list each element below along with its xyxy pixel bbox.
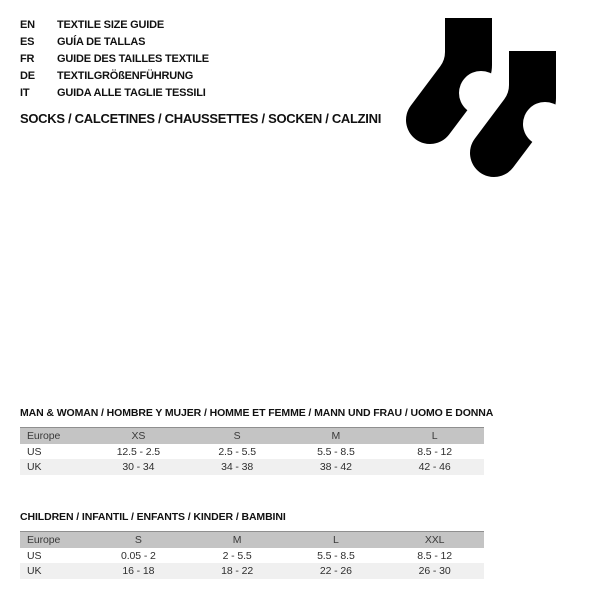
size-table-adult	[20, 407, 494, 475]
column-header: Europe	[27, 430, 61, 442]
table-header-row	[20, 427, 484, 444]
column-header: Europe	[27, 534, 61, 546]
row-label: US	[27, 549, 42, 562]
language-code: ES	[20, 35, 35, 48]
size-cell: 8.5 - 12	[417, 445, 453, 458]
column-header: XS	[131, 430, 146, 442]
language-row	[20, 67, 209, 84]
table-row	[20, 459, 484, 475]
language-code: EN	[20, 18, 35, 31]
column-header: S	[134, 534, 142, 546]
table-title: MAN & WOMAN / HOMBRE Y MUJER / HOMME ET FEMME / MANN UND FRAU / UOMO E DONNA	[20, 407, 494, 419]
size-cell: 2.5 - 5.5	[218, 445, 256, 458]
size-cell: 16 - 18	[122, 565, 155, 577]
size-cell: 30 - 34	[122, 461, 155, 473]
column-header: M	[331, 430, 341, 442]
column-header: L	[431, 430, 438, 442]
size-grid	[20, 531, 484, 579]
language-code: DE	[20, 69, 35, 82]
language-row	[20, 16, 209, 33]
size-cell: 18 - 22	[221, 565, 254, 577]
table-row	[20, 548, 484, 563]
table-header-row	[20, 531, 484, 548]
language-row	[20, 33, 209, 50]
column-header: S	[233, 430, 241, 442]
row-label: UK	[27, 461, 42, 473]
column-header: L	[333, 534, 339, 546]
size-cell: 34 - 38	[221, 461, 254, 473]
column-header: M	[232, 534, 242, 546]
size-cell: 22 - 26	[319, 565, 352, 577]
size-table-children	[20, 511, 484, 579]
column-header: XXL	[424, 534, 445, 546]
row-label: UK	[27, 565, 42, 577]
size-cell: 42 - 46	[418, 461, 451, 473]
size-cell: 2 - 5.5	[222, 549, 252, 562]
table-title: CHILDREN / INFANTIL / ENFANTS / KINDER / BAMBINI	[20, 511, 286, 523]
row-label: US	[27, 445, 42, 458]
sock-heel-cutout	[459, 71, 503, 115]
size-grid	[20, 427, 484, 475]
language-title: TEXTILGRÖßENFÜHRUNG	[57, 69, 194, 82]
language-title: GUIDA ALLE TAGLIE TESSILI	[57, 86, 206, 99]
language-title: TEXTILE SIZE GUIDE	[57, 18, 165, 31]
size-cell: 8.5 - 12	[417, 549, 453, 562]
language-guide-list	[20, 16, 209, 101]
size-cell: 26 - 30	[418, 565, 451, 577]
size-cell: 5.5 - 8.5	[317, 445, 355, 458]
size-cell: 5.5 - 8.5	[317, 549, 355, 562]
language-code: FR	[20, 52, 35, 65]
category-title: SOCKS / CALCETINES / CHAUSSETTES / SOCKEN / CALZINI	[20, 111, 382, 126]
table-row	[20, 444, 484, 459]
size-cell: 12.5 - 2.5	[116, 445, 161, 458]
sock-heel-cutout	[523, 102, 567, 146]
language-title: GUIDE DES TAILLES TEXTILE	[57, 52, 209, 65]
language-row	[20, 84, 209, 101]
size-cell: 38 - 42	[319, 461, 352, 473]
size-cell: 0.05 - 2	[120, 549, 156, 562]
table-row	[20, 563, 484, 579]
socks-icon	[385, 0, 585, 195]
language-row	[20, 50, 209, 67]
language-code: IT	[20, 86, 30, 99]
language-title: GUÍA DE TALLAS	[57, 35, 146, 48]
